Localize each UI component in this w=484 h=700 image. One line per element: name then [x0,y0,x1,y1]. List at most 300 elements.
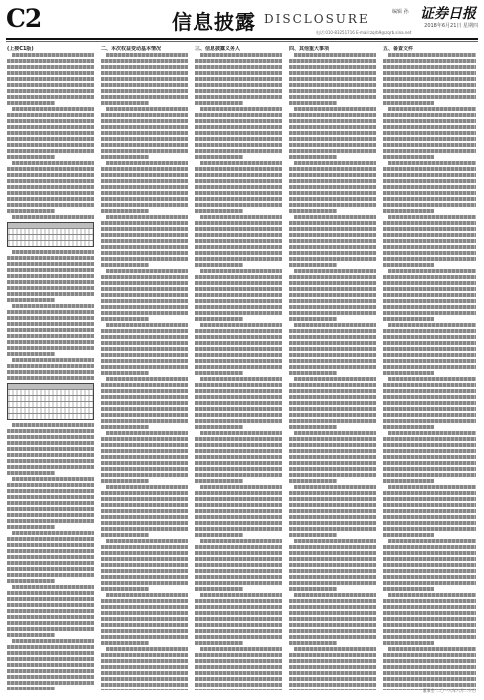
text-line [294,53,376,57]
text-line [383,299,476,303]
text-line [383,353,476,357]
text-line [7,591,94,595]
text-line [101,239,188,243]
text-line [195,611,282,615]
text-line [289,299,376,303]
text-line [200,215,282,219]
text-line [7,203,94,207]
text-line [101,347,188,351]
text-line [383,131,476,135]
text-line [383,71,476,75]
text-line [101,131,188,135]
text-line [383,59,476,63]
text-line [7,364,94,368]
text-line [195,527,282,531]
text-line [289,443,376,447]
text-line [195,389,282,393]
text-line [101,383,188,387]
text-line [388,431,476,435]
text-line [289,425,337,429]
text-line [383,221,476,225]
text-line [383,65,476,69]
text-line [195,89,282,93]
text-line [383,293,476,297]
text-line [7,513,94,517]
text-line [195,317,243,321]
text-line [7,543,94,547]
text-line [101,623,188,627]
text-line [195,413,282,417]
text-line [200,161,282,165]
text-line [7,615,94,619]
text-line [7,561,94,565]
text-line [101,467,188,471]
text-line [200,485,282,489]
text-line [383,125,476,129]
text-line [195,221,282,225]
text-line [383,563,476,567]
text-line [383,629,476,633]
contact-line: 电话:010-83251716 E-mail:zqrb9@zqrb.sina.net [316,30,412,35]
text-line [383,89,476,93]
text-line [289,497,376,501]
text-line [289,521,376,525]
text-line [7,687,55,690]
text-line [7,185,94,189]
text-line [294,431,376,435]
text-line [383,587,434,591]
text-line [383,473,476,477]
text-line [101,299,188,303]
text-line [289,419,376,423]
text-line [383,407,476,411]
text-line [195,443,282,447]
text-line [101,521,188,525]
text-line [101,419,188,423]
text-line [289,461,376,465]
text-line [101,635,188,639]
text-line [195,233,282,237]
text-line [101,365,188,369]
text-line [289,677,376,681]
editor-credit: 编辑 孙 [392,9,409,15]
text-line [383,197,476,201]
text-line [383,263,434,267]
text-line [294,593,376,597]
text-line [7,256,94,260]
text-line [289,623,376,627]
text-line [101,251,188,255]
text-line [289,257,376,261]
masthead-rule-thick [6,38,478,40]
text-line [195,341,282,345]
text-line [7,459,94,463]
text-line [101,143,188,147]
text-line [101,173,188,177]
text-line [289,503,376,507]
text-line [7,663,94,667]
text-line [7,131,94,135]
text-line [289,395,376,399]
text-line [383,497,476,501]
text-line [289,137,376,141]
text-line [195,143,282,147]
text-line [388,161,476,165]
text-line [289,635,376,639]
text-line [383,113,476,117]
text-line [289,125,376,129]
text-line [383,641,434,645]
text-line [289,401,376,405]
text-line [106,53,188,57]
text-line [383,623,476,627]
text-line [7,125,94,129]
text-line [195,503,282,507]
text-line [383,491,476,495]
text-line [7,268,94,272]
text-line [289,65,376,69]
text-line [195,623,282,627]
column-1-body-2 [7,250,94,380]
text-line [195,677,282,681]
text-line [7,322,94,326]
text-line [101,167,188,171]
text-line [101,335,188,339]
text-line [195,191,282,195]
text-line [383,143,476,147]
text-line [7,507,94,511]
text-line [383,101,434,105]
text-line [101,533,149,537]
text-line [7,95,94,99]
text-line [195,293,282,297]
data-table-2 [7,383,94,420]
text-line [101,65,188,69]
text-line [7,555,94,559]
text-line [383,365,476,369]
text-line [195,287,282,291]
text-line [195,77,282,81]
text-line [289,185,376,189]
text-line [195,521,282,525]
text-line [294,377,376,381]
data-table-1 [7,222,94,247]
text-line [383,605,476,609]
text-line [195,179,282,183]
text-line [101,401,188,405]
text-line [289,149,376,153]
text-line [289,449,376,453]
column-1 [7,46,94,690]
text-line [195,155,243,159]
table-row [8,414,93,419]
text-line [101,641,149,645]
column-4-heading: 四、其他重大事项 [289,46,330,52]
text-line [289,575,376,579]
text-line [7,316,94,320]
text-line [195,137,282,141]
text-line [289,407,376,411]
text-line [195,95,282,99]
text-line [7,310,94,314]
text-line [383,437,476,441]
text-line [383,383,476,387]
text-line [7,328,94,332]
text-line [101,611,188,615]
text-line [106,431,188,435]
text-line [383,119,476,123]
text-line [294,323,376,327]
text-line [12,585,94,589]
text-line [195,125,282,129]
text-line [101,473,188,477]
column-2-heading: 二、本次权益变动基本情况 [101,46,162,52]
text-line [12,161,94,165]
text-line [195,581,282,585]
text-line [101,515,188,519]
text-line [101,407,188,411]
column-2-body [101,53,188,690]
section-title-en: DISCLOSURE [264,12,370,26]
text-line [200,377,282,381]
text-line [7,573,94,577]
text-line [195,149,282,153]
text-line [195,533,243,537]
text-line [289,383,376,387]
text-line [7,669,94,673]
text-line [195,599,282,603]
text-line [289,281,376,285]
text-line [7,274,94,278]
text-line [7,675,94,679]
text-line [7,280,94,284]
text-line [388,539,476,543]
text-line [12,53,94,57]
text-line [101,119,188,123]
text-line [195,383,282,387]
text-line [7,447,94,451]
text-line [383,389,476,393]
text-line [195,119,282,123]
text-line [195,635,282,639]
text-line [195,251,282,255]
text-line [7,209,55,213]
text-line [195,257,282,261]
text-line [383,239,476,243]
column-5-body [383,53,476,690]
text-line [195,263,243,267]
text-line [101,659,188,663]
text-line [106,215,188,219]
text-line [101,89,188,93]
text-line [383,275,476,279]
text-line [195,473,282,477]
text-line [195,71,282,75]
text-line [195,365,282,369]
text-line [7,453,94,457]
text-line [195,449,282,453]
text-line [289,329,376,333]
text-line [195,557,282,561]
text-line [195,245,282,249]
issue-date: 2018年6月21日 星期四 [424,23,478,29]
text-line [7,59,94,63]
text-line [101,389,188,393]
text-line [289,335,376,339]
text-line [7,298,55,302]
text-line [12,358,94,362]
text-line [289,305,376,309]
text-line [7,525,55,529]
text-line [383,95,476,99]
text-line [383,341,476,345]
text-line [383,503,476,507]
text-line [7,633,55,637]
text-line [289,515,376,519]
text-line [289,275,376,279]
text-line [195,59,282,63]
text-line [383,653,476,657]
text-line [195,239,282,243]
text-line [195,353,282,357]
text-line [7,191,94,195]
text-line [7,179,94,183]
text-line [200,593,282,597]
text-line [388,377,476,381]
text-line [195,509,282,513]
text-line [195,101,243,105]
text-line [383,83,476,87]
text-line [289,131,376,135]
text-line [7,83,94,87]
text-line [7,119,94,123]
text-line [101,599,188,603]
text-line [289,263,337,267]
text-line [101,413,188,417]
text-line [101,113,188,117]
masthead [0,0,484,42]
text-line [101,683,188,687]
text-line [7,101,55,105]
text-line [101,689,188,690]
text-line [289,359,376,363]
text-line [195,281,282,285]
text-line [388,323,476,327]
text-line [195,575,282,579]
text-line [7,286,94,290]
text-line [388,215,476,219]
text-line [289,491,376,495]
text-line [7,597,94,601]
text-line [383,347,476,351]
text-line [101,425,149,429]
text-line [195,515,282,519]
text-line [7,549,94,553]
text-line [101,275,188,279]
text-line [289,233,376,237]
text-line [383,257,476,261]
text-line [289,689,376,690]
text-line [195,479,243,483]
text-line [383,419,476,423]
text-line [289,95,376,99]
text-line [289,365,376,369]
text-line [101,263,149,267]
text-line [101,563,188,567]
text-line [383,209,434,213]
text-line [101,101,149,105]
text-line [7,340,94,344]
text-line [7,609,94,613]
text-line [383,569,476,573]
text-line [289,239,376,243]
text-line [101,545,188,549]
text-line [101,665,188,669]
text-line [7,292,94,296]
text-line [383,305,476,309]
text-line [289,221,376,225]
text-line [195,641,243,645]
text-line [195,563,282,567]
text-line [289,347,376,351]
masthead-rule-thin [6,41,478,42]
text-line [101,179,188,183]
text-line [383,311,476,315]
column-5-heading: 五、备查文件 [383,46,414,52]
text-line [383,425,434,429]
text-line [106,647,188,651]
text-line [195,395,282,399]
text-line [106,377,188,381]
text-line [7,149,94,153]
text-line [289,467,376,471]
text-line [383,245,476,249]
column-4 [289,46,376,690]
text-line [106,593,188,597]
text-line [7,137,94,141]
text-line [106,485,188,489]
text-line [289,599,376,603]
text-line [289,101,337,105]
text-line [289,191,376,195]
text-line [383,167,476,171]
text-line [195,425,243,429]
text-line [195,311,282,315]
text-line [289,455,376,459]
text-line [195,401,282,405]
text-line [101,227,188,231]
text-line [294,539,376,543]
text-line [101,341,188,345]
text-line [388,269,476,273]
text-line [101,551,188,555]
text-line [383,527,476,531]
text-line [101,605,188,609]
text-line [101,509,188,513]
text-line [383,509,476,513]
text-line [383,533,434,537]
text-line [289,203,376,207]
text-line [383,581,476,585]
text-line [195,461,282,465]
text-line [289,119,376,123]
text-line [7,489,94,493]
text-line [383,635,476,639]
text-line [294,107,376,111]
text-line [195,467,282,471]
text-line [195,497,282,501]
text-line [195,689,282,690]
